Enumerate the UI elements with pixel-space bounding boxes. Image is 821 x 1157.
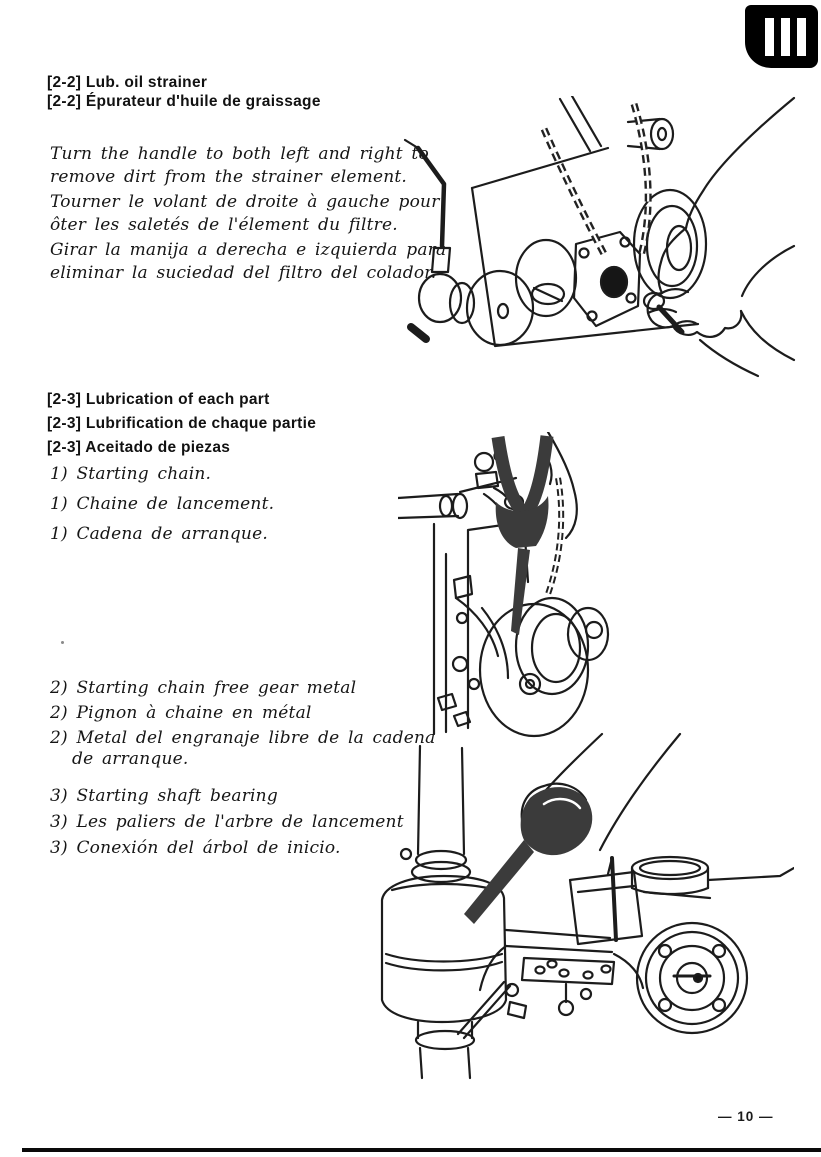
heading-2-2-fr: [2-2] Épurateur d'huile de graissage <box>47 93 321 110</box>
list-item: 3) Conexión del árbol de inicio. <box>50 838 341 858</box>
heading-2-3-fr: [2-3] Lubrification de chaque partie <box>47 415 317 432</box>
figure-starting-chain <box>398 432 660 740</box>
list-item: 1) Starting chain. <box>50 464 212 484</box>
figure-oil-strainer <box>398 96 796 378</box>
list-item: 2) Metal del engranaje libre de la cadena <box>50 728 436 748</box>
list-item: 1) Chaine de lancement. <box>50 494 275 514</box>
heading-2-3-en: [2-3] Lubrication of each part <box>47 391 270 408</box>
page-number: — 10 — <box>718 1109 774 1124</box>
list-item-continuation: de arranque. <box>72 749 189 769</box>
list-item: 2) Pignon à chaine en métal <box>50 703 312 723</box>
list-item: 3) Les paliers de l'arbre de lancement <box>50 812 404 832</box>
para-en-line: Turn the handle to both left and right to <box>50 144 429 164</box>
list-item: 3) Starting shaft bearing <box>50 786 278 806</box>
roman-numeral-bar <box>797 18 806 56</box>
para-en-line: remove dirt from the strainer element. <box>50 167 408 187</box>
bottom-rule <box>22 1148 821 1152</box>
print-artifact-dot <box>61 641 64 644</box>
para-es-line: eliminar la suciedad del filtro del colador. <box>50 263 437 283</box>
figure-shaft-bearing <box>362 732 794 1088</box>
para-fr-line: ôter les saletés de l'élement du filtre. <box>50 215 398 235</box>
starting-chain-illustration <box>398 432 660 740</box>
roman-numeral-bar <box>781 18 790 56</box>
heading-2-3-es: [2-3] Aceitado de piezas <box>47 439 231 456</box>
para-es-line: Girar la manija a derecha e izquierda para <box>50 240 447 260</box>
roman-numeral-bar <box>765 18 774 56</box>
section-tab-badge <box>745 5 818 68</box>
oil-strainer-illustration <box>398 96 796 378</box>
list-item: 1) Cadena de arranque. <box>50 524 268 544</box>
shaft-bearing-illustration <box>362 732 794 1088</box>
heading-2-2-en: [2-2] Lub. oil strainer <box>47 74 208 91</box>
list-item: 2) Starting chain free gear metal <box>50 678 357 698</box>
para-fr-line: Tourner le volant de droite à gauche pour <box>50 192 440 212</box>
